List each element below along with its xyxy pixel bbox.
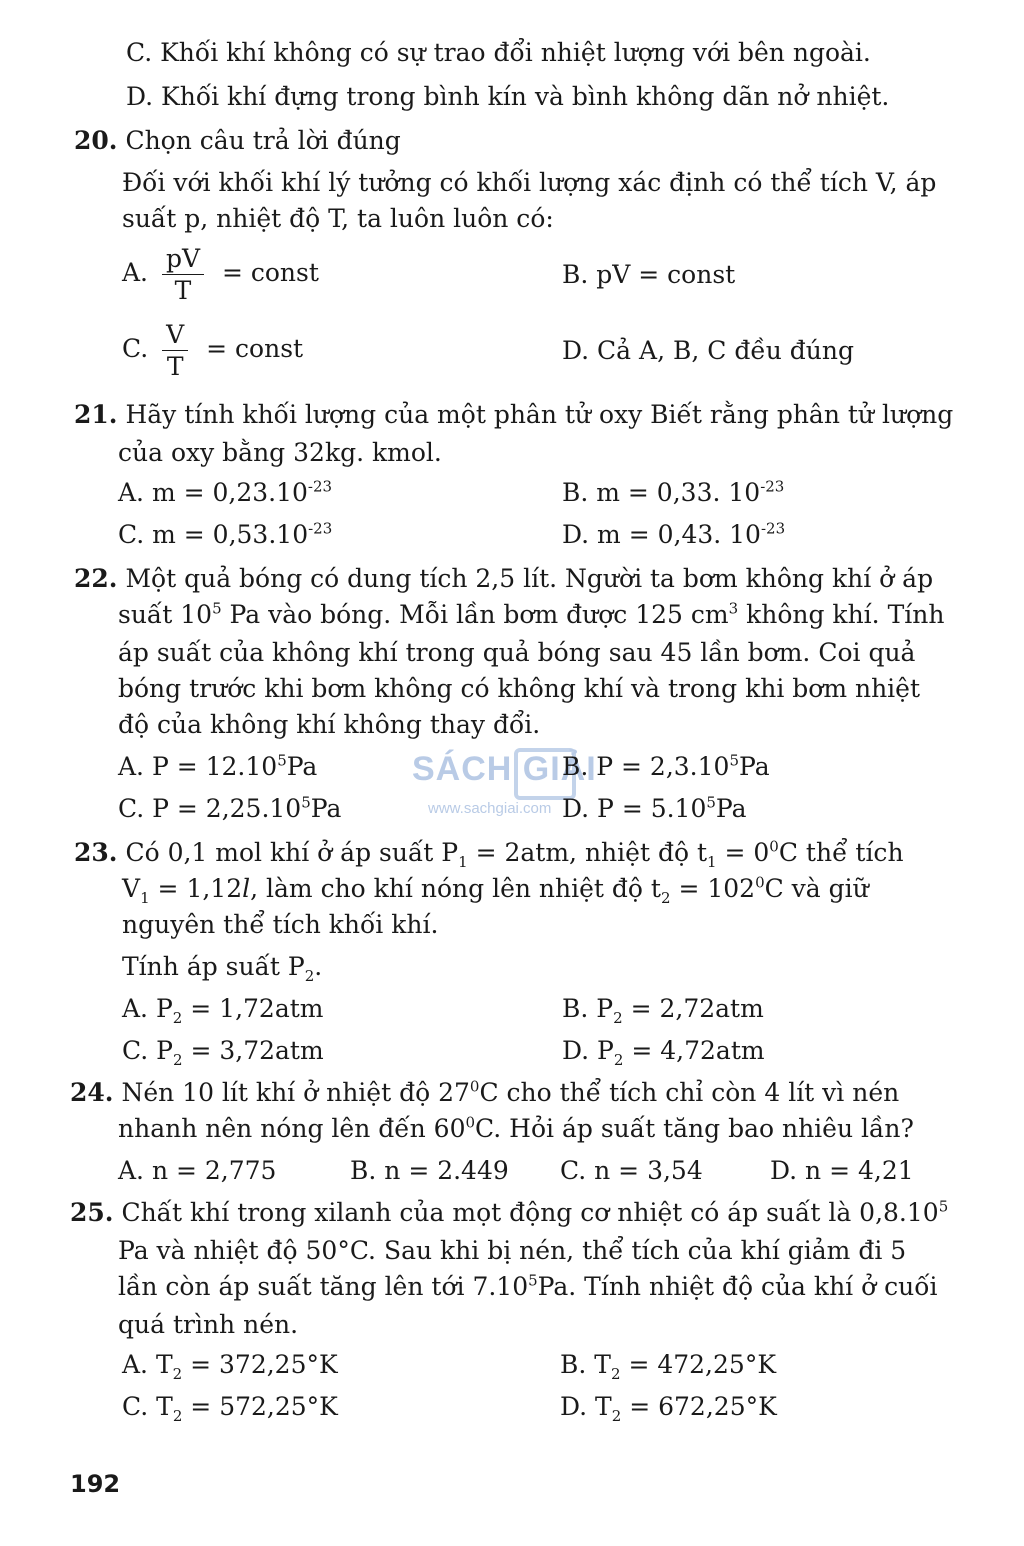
question-stem: $V_1 = 1,12l$, làm cho khí nóng lên nhiệt độ $t_2 = 102^0C$ và giữ	[122, 873, 869, 907]
question-stem: Nén 10 lít khí ở nhiệt độ $27^0C$ cho thể tích chỉ còn 4 lít vì nén	[121, 1077, 900, 1107]
option-d: D. n = 4,21	[770, 1156, 914, 1185]
option-c: C. n = 3,54	[560, 1156, 703, 1185]
question-stem: Đối với khối khí lý tưởng có khối lượng xác định có thể tích V, áp	[122, 168, 937, 197]
option-d	[562, 519, 786, 549]
question-stem: nguyên thể tích khối khí.	[122, 910, 439, 939]
option-d: D. $T_2 = 672,25^\circ K$	[560, 1392, 777, 1425]
option-c: C. $P = 2,25.10^5Pa$	[118, 793, 342, 823]
exponent: -23	[308, 519, 333, 538]
option-a: A. $P_2 = 1,72atm$	[122, 994, 324, 1027]
option-d: D. Cả A, B, C đều đúng	[562, 336, 854, 365]
option-a	[118, 477, 333, 507]
question-stem: suất p, nhiệt độ T, ta luôn luôn có:	[122, 204, 554, 233]
watermark-text: SÁCH GIẢI	[412, 750, 597, 788]
option-b: B. n = 2.449	[350, 1156, 509, 1185]
option-a	[122, 246, 319, 303]
option-c	[122, 322, 303, 379]
question-stem: bóng trước khi bơm không có không khí và trong khi bơm nhiệt	[118, 674, 921, 703]
option-b	[562, 477, 785, 507]
prev-option-c: C. Khối khí không có sự trao đổi nhiệt lượng với bên ngoài.	[126, 38, 871, 67]
question-number: 20.	[74, 126, 118, 155]
question-stem: suất $10^5$ Pa vào bóng. Mỗi lần bơm được 125 $cm^3$ không khí. Tính	[118, 599, 945, 629]
question-number: 25.	[70, 1198, 114, 1227]
question-22	[74, 566, 933, 591]
denominator: T	[174, 276, 192, 305]
question-21	[74, 402, 953, 427]
option-label: C.	[122, 334, 149, 363]
question-stem: Một quả bóng có dung tích 2,5 lít. Người ta bơm không khí ở áp	[125, 564, 934, 593]
option-b: B. $T_2 = 472,25^\circ K$	[560, 1350, 776, 1383]
question-title: Chọn câu trả lời đúng	[125, 126, 401, 155]
option-text: C. m = 0,53.10	[118, 520, 309, 549]
exponent: -23	[760, 477, 785, 496]
option-c: C. $T_2 = 572,25^\circ K$	[122, 1392, 338, 1425]
option-c	[118, 519, 333, 549]
option-b: B. $P = 2,3.10^5Pa$	[562, 751, 770, 781]
fraction	[162, 322, 188, 379]
exponent: -23	[307, 477, 333, 496]
numerator: V	[162, 322, 188, 351]
option-text: D. m = 0,43. 10	[562, 520, 761, 549]
option-c: C. $P_2 = 3,72atm$	[122, 1036, 324, 1069]
question-stem: Hãy tính khối lượng của một phân tử oxy Biết rằng phân tử lượng	[125, 400, 954, 429]
option-a: A. $T_2 = 372,25^\circ K$	[122, 1350, 338, 1383]
option-a: A. $P = 12.10^5Pa$	[118, 751, 318, 781]
option-b: B. pV = const	[562, 260, 736, 289]
option-label: A.	[122, 258, 149, 287]
question-20	[74, 128, 401, 153]
option-a: A. n = 2,775	[118, 1156, 277, 1185]
watermark-url: www.sachgiai.com	[428, 800, 552, 817]
option-text: A. m = 0,23.10	[118, 478, 308, 507]
option-d: D. $P_2 = 4,72atm$	[562, 1036, 765, 1069]
numerator: pV	[162, 246, 204, 275]
question-stem: áp suất của không khí trong quả bóng sau 45 lần bơm. Coi quả	[118, 638, 916, 667]
question-stem: độ của không khí không thay đổi.	[118, 710, 541, 739]
question-stem: Chất khí trong xilanh của mọt động cơ nhiệt có áp suất là 0,8.10$^5$	[121, 1197, 949, 1227]
option-b: B. $P_2 = 2,72atm$	[562, 994, 764, 1027]
option-text: = const	[221, 258, 319, 287]
option-text: = const	[206, 334, 304, 363]
question-number: 21.	[74, 400, 118, 429]
question-stem: quá trình nén.	[118, 1310, 299, 1339]
option-d: D. $P = 5.10^5Pa$	[562, 793, 747, 823]
question-stem: Có 0,1 mol khí ở áp suất $P_1 = 2atm$, nhiệt độ $t_1 = 0^0C$ thể tích	[125, 837, 904, 871]
question-stem: Pa và nhiệt độ 50°C. Sau khi bị nén, thể tích của khí giảm đi 5	[118, 1236, 907, 1265]
question-23	[74, 837, 904, 871]
question-stem: Tính áp suất $P_2$.	[122, 952, 323, 985]
page-number: 192	[70, 1470, 121, 1498]
fraction	[162, 246, 204, 303]
question-stem: nhanh nên nóng lên đến $60^0C$. Hỏi áp suất tăng bao nhiêu lần?	[118, 1113, 914, 1143]
question-number: 23.	[74, 838, 118, 867]
question-number: 24.	[70, 1078, 114, 1107]
option-text: B. m = 0,33. 10	[562, 478, 761, 507]
prev-option-d: D. Khối khí đựng trong bình kín và bình không dãn nở nhiệt.	[126, 82, 890, 111]
question-stem: của oxy bằng 32kg. kmol.	[118, 438, 442, 467]
question-24	[70, 1077, 900, 1107]
denominator: T	[166, 352, 184, 381]
exponent: -23	[760, 519, 786, 538]
question-number: 22.	[74, 564, 118, 593]
question-stem: lần còn áp suất tăng lên tới 7.10$^5$Pa. Tính nhiệt độ của khí ở cuối	[118, 1271, 938, 1301]
question-25	[70, 1197, 949, 1227]
